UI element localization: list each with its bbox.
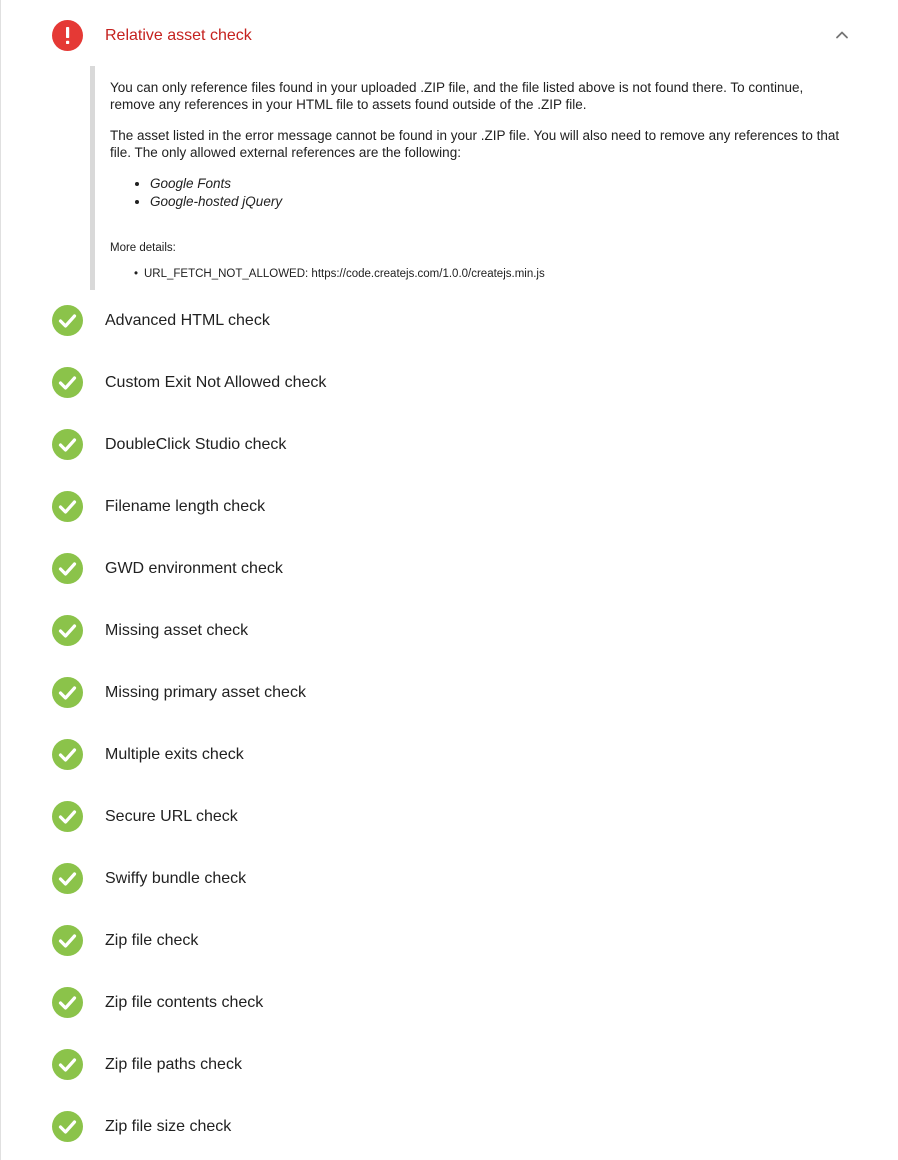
list-item: • URL_FETCH_NOT_ALLOWED: https://code.createjs.com/1.0.0/createjs.min.js: [144, 267, 845, 281]
check-label: Missing asset check: [105, 622, 249, 639]
check-circle-icon: [52, 367, 83, 398]
check-row[interactable]: [1, 972, 898, 1034]
check-row[interactable]: [1, 290, 898, 352]
check-label: Swiffy bundle check: [105, 870, 247, 887]
list-item: • Google-hosted jQuery: [150, 193, 845, 211]
check-circle-icon: [52, 801, 83, 832]
check-label: Advanced HTML check: [105, 312, 270, 329]
check-circle-icon: [52, 863, 83, 894]
check-label: Missing primary asset check: [105, 684, 306, 701]
check-circle-icon: [52, 1111, 83, 1142]
check-row[interactable]: [1, 910, 898, 972]
check-row[interactable]: [1, 662, 898, 724]
check-circle-icon: [52, 677, 83, 708]
check-row[interactable]: [1, 476, 898, 538]
check-row[interactable]: [1, 414, 898, 476]
check-label: Multiple exits check: [105, 746, 244, 763]
check-circle-icon: [52, 491, 83, 522]
check-circle-icon: [52, 739, 83, 770]
error-details-panel: [90, 66, 850, 290]
check-circle-icon: [52, 987, 83, 1018]
check-label: DoubleClick Studio check: [105, 436, 287, 453]
check-label: Zip file paths check: [105, 1056, 242, 1073]
allowed-references-list: [110, 175, 845, 211]
check-circle-icon: [52, 429, 83, 460]
check-row[interactable]: [1, 848, 898, 910]
check-circle-icon: [52, 1049, 83, 1080]
error-explanation: You can only reference files found in your uploaded .ZIP file, and the file listed above is not found there. To continue, remove any references in your HTML file to assets found outside of the .ZIP file.: [110, 80, 804, 112]
check-circle-icon: [52, 925, 83, 956]
check-row[interactable]: [1, 724, 898, 786]
check-circle-icon: [52, 615, 83, 646]
check-label: Filename length check: [105, 498, 266, 515]
check-circle-icon: [52, 305, 83, 336]
check-label: Zip file size check: [105, 1118, 232, 1135]
error-details-list: [110, 267, 845, 281]
check-circle-icon: [52, 553, 83, 584]
check-label: Zip file check: [105, 932, 199, 949]
check-row[interactable]: [1, 1034, 898, 1096]
chevron-up-icon[interactable]: [833, 26, 851, 44]
check-row[interactable]: [1, 352, 898, 414]
check-label: GWD environment check: [105, 560, 283, 577]
list-item: • Google Fonts: [150, 175, 845, 193]
check-row[interactable]: [1, 538, 898, 600]
error-check-title: Relative asset check: [105, 27, 252, 44]
error-allowed-intro: The asset listed in the error message cannot be found in your .ZIP file. You will also need to remove any references to that file. The only allowed external references are the following:: [110, 128, 840, 160]
check-row-relative-asset[interactable]: [1, 0, 898, 70]
check-label: Zip file contents check: [105, 994, 264, 1011]
check-row[interactable]: [1, 600, 898, 662]
check-row[interactable]: [1, 1096, 898, 1158]
check-row[interactable]: [1, 786, 898, 848]
more-details-label: More details:: [110, 242, 176, 254]
error-icon: [52, 20, 83, 51]
check-label: Secure URL check: [105, 808, 238, 825]
check-label: Custom Exit Not Allowed check: [105, 374, 327, 391]
